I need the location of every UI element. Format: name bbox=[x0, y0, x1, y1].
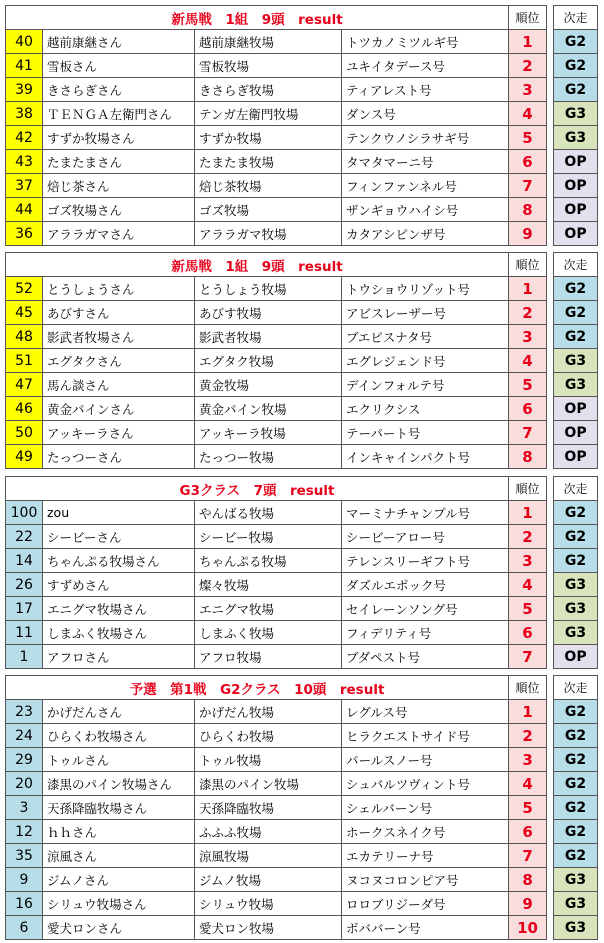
entry-number: 22 bbox=[6, 525, 43, 549]
finish-rank: 4 bbox=[509, 102, 547, 126]
entry-number: 50 bbox=[6, 421, 43, 445]
owner-name: エグタクさん bbox=[43, 349, 195, 373]
entry-number: 3 bbox=[6, 796, 43, 820]
entry-number: 37 bbox=[6, 174, 43, 198]
farm-name: エグタク牧場 bbox=[195, 349, 342, 373]
owner-name: ジムノさん bbox=[43, 868, 195, 892]
entry-number: 29 bbox=[6, 748, 43, 772]
farm-name: たまたま牧場 bbox=[195, 150, 342, 174]
farm-name: シリュウ牧場 bbox=[195, 892, 342, 916]
horse-name: ボババーン号 bbox=[342, 916, 509, 940]
horse-name: カタアシピンザ号 bbox=[342, 222, 509, 246]
horse-name: ティアレスト号 bbox=[342, 78, 509, 102]
owner-name: 涼風さん bbox=[43, 844, 195, 868]
owner-name: ちゃんぷる牧場さん bbox=[43, 549, 195, 573]
entry-number: 16 bbox=[6, 892, 43, 916]
next-race-badge: G2 bbox=[554, 301, 598, 325]
entry-number: 35 bbox=[6, 844, 43, 868]
owner-name: たまたまさん bbox=[43, 150, 195, 174]
entry-number: 24 bbox=[6, 724, 43, 748]
finish-rank: 1 bbox=[509, 700, 547, 724]
table-row bbox=[6, 174, 598, 198]
finish-rank: 7 bbox=[509, 844, 547, 868]
result-table bbox=[5, 5, 598, 246]
table-row bbox=[6, 30, 598, 54]
table-row bbox=[6, 820, 598, 844]
farm-name: 黄金牧場 bbox=[195, 373, 342, 397]
owner-name: ＴＥＮＧＡ左衛門さん bbox=[43, 102, 195, 126]
owner-name: かげだんさん bbox=[43, 700, 195, 724]
next-race-badge: G2 bbox=[554, 724, 598, 748]
table-row bbox=[6, 916, 598, 940]
owner-name: エニグマ牧場さん bbox=[43, 597, 195, 621]
next-race-badge: OP bbox=[554, 445, 598, 469]
farm-name: トゥル牧場 bbox=[195, 748, 342, 772]
finish-rank: 1 bbox=[509, 30, 547, 54]
horse-name: ブエピスナタ号 bbox=[342, 325, 509, 349]
owner-name: あびすさん bbox=[43, 301, 195, 325]
next-race-badge: G3 bbox=[554, 621, 598, 645]
farm-name: アフロ牧場 bbox=[195, 645, 342, 669]
next-race-badge: G2 bbox=[554, 78, 598, 102]
horse-name: テンクウノシラサギ号 bbox=[342, 126, 509, 150]
entry-number: 52 bbox=[6, 277, 43, 301]
owner-name: 天孫降臨牧場さん bbox=[43, 796, 195, 820]
entry-number: 1 bbox=[6, 645, 43, 669]
finish-rank: 7 bbox=[509, 645, 547, 669]
table-row bbox=[6, 325, 598, 349]
farm-name: すずか牧場 bbox=[195, 126, 342, 150]
finish-rank: 10 bbox=[509, 916, 547, 940]
finish-rank: 2 bbox=[509, 301, 547, 325]
finish-rank: 8 bbox=[509, 868, 547, 892]
result-table bbox=[5, 476, 598, 669]
horse-name: タマタマーニ号 bbox=[342, 150, 509, 174]
farm-name: 越前康継牧場 bbox=[195, 30, 342, 54]
table-row bbox=[6, 525, 598, 549]
next-race-badge: G3 bbox=[554, 126, 598, 150]
horse-name: フィデリティ号 bbox=[342, 621, 509, 645]
horse-name: ヌコヌコロンピア号 bbox=[342, 868, 509, 892]
farm-name: 黄金パイン牧場 bbox=[195, 397, 342, 421]
owner-name: zou bbox=[43, 501, 195, 525]
finish-rank: 5 bbox=[509, 597, 547, 621]
finish-rank: 9 bbox=[509, 892, 547, 916]
rank-header: 順位 bbox=[509, 477, 547, 501]
finish-rank: 7 bbox=[509, 174, 547, 198]
horse-name: エクリクシス bbox=[342, 397, 509, 421]
owner-name: アララガマさん bbox=[43, 222, 195, 246]
table-row bbox=[6, 445, 598, 469]
finish-rank: 2 bbox=[509, 54, 547, 78]
next-race-badge: G2 bbox=[554, 277, 598, 301]
table-row bbox=[6, 748, 598, 772]
entry-number: 14 bbox=[6, 549, 43, 573]
next-race-badge: G3 bbox=[554, 573, 598, 597]
horse-name: インキャインパクト号 bbox=[342, 445, 509, 469]
owner-name: しまふく牧場さん bbox=[43, 621, 195, 645]
next-race-badge: G2 bbox=[554, 700, 598, 724]
next-race-badge: OP bbox=[554, 198, 598, 222]
table-row bbox=[6, 397, 598, 421]
entry-number: 40 bbox=[6, 30, 43, 54]
horse-name: マーミナチャンプル号 bbox=[342, 501, 509, 525]
table-row bbox=[6, 198, 598, 222]
horse-name: デインフォルテ号 bbox=[342, 373, 509, 397]
finish-rank: 4 bbox=[509, 349, 547, 373]
next-race-badge: G3 bbox=[554, 102, 598, 126]
entry-number: 26 bbox=[6, 573, 43, 597]
owner-name: とうしょうさん bbox=[43, 277, 195, 301]
farm-name: シービー牧場 bbox=[195, 525, 342, 549]
farm-name: 燦々牧場 bbox=[195, 573, 342, 597]
finish-rank: 7 bbox=[509, 421, 547, 445]
finish-rank: 3 bbox=[509, 549, 547, 573]
owner-name: 焙じ茶さん bbox=[43, 174, 195, 198]
horse-name: レグルス号 bbox=[342, 700, 509, 724]
farm-name: きさらぎ牧場 bbox=[195, 78, 342, 102]
next-race-badge: G2 bbox=[554, 549, 598, 573]
next-race-badge: G2 bbox=[554, 772, 598, 796]
horse-name: トツカノミツルギ号 bbox=[342, 30, 509, 54]
owner-name: きさらぎさん bbox=[43, 78, 195, 102]
horse-name: ロロブリジーダ号 bbox=[342, 892, 509, 916]
farm-name: テンガ左衛門牧場 bbox=[195, 102, 342, 126]
entry-number: 23 bbox=[6, 700, 43, 724]
section-g2 bbox=[5, 675, 597, 940]
owner-name: アッキーラさん bbox=[43, 421, 195, 445]
rank-header: 順位 bbox=[509, 676, 547, 700]
next-race-badge: OP bbox=[554, 222, 598, 246]
entry-number: 47 bbox=[6, 373, 43, 397]
table-row bbox=[6, 349, 598, 373]
result-table bbox=[5, 675, 598, 940]
farm-name: 漆黒のパイン牧場 bbox=[195, 772, 342, 796]
section-title: 新馬戦 1組 9頭 result bbox=[6, 253, 509, 277]
owner-name: ｈｈさん bbox=[43, 820, 195, 844]
finish-rank: 8 bbox=[509, 445, 547, 469]
farm-name: あびす牧場 bbox=[195, 301, 342, 325]
farm-name: とうしょう牧場 bbox=[195, 277, 342, 301]
farm-name: 雪板牧場 bbox=[195, 54, 342, 78]
entry-number: 45 bbox=[6, 301, 43, 325]
section-title: 予選 第1戦 G2クラス 10頭 result bbox=[6, 676, 509, 700]
next-race-badge: G3 bbox=[554, 597, 598, 621]
finish-rank: 5 bbox=[509, 796, 547, 820]
entry-number: 38 bbox=[6, 102, 43, 126]
horse-name: シェルバーン号 bbox=[342, 796, 509, 820]
table-row bbox=[6, 501, 598, 525]
farm-name: たっつー牧場 bbox=[195, 445, 342, 469]
owner-name: すずか牧場さん bbox=[43, 126, 195, 150]
table-row bbox=[6, 222, 598, 246]
finish-rank: 6 bbox=[509, 621, 547, 645]
farm-name: ゴズ牧場 bbox=[195, 198, 342, 222]
next-race-badge: G3 bbox=[554, 916, 598, 940]
section-title: 新馬戦 1組 9頭 result bbox=[6, 6, 509, 30]
next-race-badge: OP bbox=[554, 397, 598, 421]
next-race-badge: G2 bbox=[554, 325, 598, 349]
entry-number: 36 bbox=[6, 222, 43, 246]
next-race-badge: G2 bbox=[554, 501, 598, 525]
next-header: 次走 bbox=[554, 676, 598, 700]
horse-name: フィンファンネル号 bbox=[342, 174, 509, 198]
horse-name: ユキイタデース号 bbox=[342, 54, 509, 78]
finish-rank: 6 bbox=[509, 150, 547, 174]
horse-name: パールスノー号 bbox=[342, 748, 509, 772]
table-row bbox=[6, 150, 598, 174]
table-row bbox=[6, 645, 598, 669]
farm-name: ジムノ牧場 bbox=[195, 868, 342, 892]
owner-name: シービーさん bbox=[43, 525, 195, 549]
next-race-badge: G2 bbox=[554, 525, 598, 549]
finish-rank: 6 bbox=[509, 397, 547, 421]
table-row bbox=[6, 700, 598, 724]
table-row bbox=[6, 126, 598, 150]
farm-name: ひらくわ牧場 bbox=[195, 724, 342, 748]
next-race-badge: G3 bbox=[554, 892, 598, 916]
horse-name: ホークスネイク号 bbox=[342, 820, 509, 844]
table-row bbox=[6, 597, 598, 621]
section-g3 bbox=[5, 476, 597, 669]
owner-name: 越前康継さん bbox=[43, 30, 195, 54]
horse-name: トウショウリゾット号 bbox=[342, 277, 509, 301]
table-row bbox=[6, 724, 598, 748]
owner-name: 愛犬ロンさん bbox=[43, 916, 195, 940]
next-race-badge: OP bbox=[554, 150, 598, 174]
table-row bbox=[6, 892, 598, 916]
horse-name: ダズルエポック号 bbox=[342, 573, 509, 597]
table-row bbox=[6, 78, 598, 102]
rank-header: 順位 bbox=[509, 6, 547, 30]
horse-name: テレンスリーギフト号 bbox=[342, 549, 509, 573]
farm-name: アッキーラ牧場 bbox=[195, 421, 342, 445]
table-row bbox=[6, 54, 598, 78]
next-race-badge: OP bbox=[554, 421, 598, 445]
horse-name: エグレジェンド号 bbox=[342, 349, 509, 373]
farm-name: 愛犬ロン牧場 bbox=[195, 916, 342, 940]
horse-name: セイレーンソング号 bbox=[342, 597, 509, 621]
farm-name: ふふふ牧場 bbox=[195, 820, 342, 844]
next-header: 次走 bbox=[554, 253, 598, 277]
horse-name: ザンギョウハイシ号 bbox=[342, 198, 509, 222]
entry-number: 9 bbox=[6, 868, 43, 892]
owner-name: トゥルさん bbox=[43, 748, 195, 772]
entry-number: 46 bbox=[6, 397, 43, 421]
result-table bbox=[5, 252, 598, 469]
next-race-badge: G3 bbox=[554, 373, 598, 397]
farm-name: 涼風牧場 bbox=[195, 844, 342, 868]
owner-name: 影武者牧場さん bbox=[43, 325, 195, 349]
horse-name: ダンス号 bbox=[342, 102, 509, 126]
entry-number: 20 bbox=[6, 772, 43, 796]
finish-rank: 2 bbox=[509, 724, 547, 748]
next-header: 次走 bbox=[554, 477, 598, 501]
horse-name: ヒラクエストサイド号 bbox=[342, 724, 509, 748]
table-row bbox=[6, 621, 598, 645]
entry-number: 43 bbox=[6, 150, 43, 174]
table-row bbox=[6, 373, 598, 397]
table-row bbox=[6, 796, 598, 820]
horse-name: ブダペスト号 bbox=[342, 645, 509, 669]
horse-name: テーパート号 bbox=[342, 421, 509, 445]
rank-header: 順位 bbox=[509, 253, 547, 277]
owner-name: アフロさん bbox=[43, 645, 195, 669]
horse-name: シービーアロー号 bbox=[342, 525, 509, 549]
farm-name: ちゃんぷる牧場 bbox=[195, 549, 342, 573]
next-race-badge: G2 bbox=[554, 748, 598, 772]
next-race-badge: G2 bbox=[554, 796, 598, 820]
section-shinba-1 bbox=[5, 5, 597, 246]
table-row bbox=[6, 277, 598, 301]
owner-name: 黄金パインさん bbox=[43, 397, 195, 421]
table-row bbox=[6, 844, 598, 868]
next-race-badge: OP bbox=[554, 645, 598, 669]
farm-name: かげだん牧場 bbox=[195, 700, 342, 724]
table-row bbox=[6, 421, 598, 445]
entry-number: 6 bbox=[6, 916, 43, 940]
owner-name: ゴズ牧場さん bbox=[43, 198, 195, 222]
farm-name: しまふく牧場 bbox=[195, 621, 342, 645]
next-race-badge: G2 bbox=[554, 30, 598, 54]
horse-name: シュバルツヴィント号 bbox=[342, 772, 509, 796]
owner-name: ひらくわ牧場さん bbox=[43, 724, 195, 748]
entry-number: 48 bbox=[6, 325, 43, 349]
entry-number: 41 bbox=[6, 54, 43, 78]
owner-name: すずめさん bbox=[43, 573, 195, 597]
entry-number: 39 bbox=[6, 78, 43, 102]
finish-rank: 6 bbox=[509, 820, 547, 844]
next-race-badge: G3 bbox=[554, 349, 598, 373]
next-race-badge: G2 bbox=[554, 820, 598, 844]
entry-number: 49 bbox=[6, 445, 43, 469]
finish-rank: 1 bbox=[509, 277, 547, 301]
horse-name: アビスレーザー号 bbox=[342, 301, 509, 325]
finish-rank: 2 bbox=[509, 525, 547, 549]
farm-name: 天孫降臨牧場 bbox=[195, 796, 342, 820]
owner-name: 雪板さん bbox=[43, 54, 195, 78]
table-row bbox=[6, 549, 598, 573]
owner-name: 漆黒のパイン牧場さん bbox=[43, 772, 195, 796]
farm-name: 影武者牧場 bbox=[195, 325, 342, 349]
entry-number: 44 bbox=[6, 198, 43, 222]
finish-rank: 8 bbox=[509, 198, 547, 222]
farm-name: 焙じ茶牧場 bbox=[195, 174, 342, 198]
farm-name: エニグマ牧場 bbox=[195, 597, 342, 621]
owner-name: シリュウ牧場さん bbox=[43, 892, 195, 916]
next-race-badge: G2 bbox=[554, 844, 598, 868]
entry-number: 12 bbox=[6, 820, 43, 844]
entry-number: 42 bbox=[6, 126, 43, 150]
table-row bbox=[6, 573, 598, 597]
finish-rank: 4 bbox=[509, 772, 547, 796]
next-race-badge: G2 bbox=[554, 54, 598, 78]
table-row bbox=[6, 301, 598, 325]
entry-number: 51 bbox=[6, 349, 43, 373]
entry-number: 100 bbox=[6, 501, 43, 525]
section-shinba-2 bbox=[5, 252, 597, 469]
owner-name: 馬ん談さん bbox=[43, 373, 195, 397]
finish-rank: 5 bbox=[509, 373, 547, 397]
finish-rank: 4 bbox=[509, 573, 547, 597]
finish-rank: 5 bbox=[509, 126, 547, 150]
table-row bbox=[6, 868, 598, 892]
entry-number: 11 bbox=[6, 621, 43, 645]
next-race-badge: OP bbox=[554, 174, 598, 198]
entry-number: 17 bbox=[6, 597, 43, 621]
finish-rank: 1 bbox=[509, 501, 547, 525]
next-header: 次走 bbox=[554, 6, 598, 30]
table-row bbox=[6, 772, 598, 796]
finish-rank: 3 bbox=[509, 78, 547, 102]
owner-name: たっつーさん bbox=[43, 445, 195, 469]
finish-rank: 9 bbox=[509, 222, 547, 246]
farm-name: やんばる牧場 bbox=[195, 501, 342, 525]
horse-name: エカテリーナ号 bbox=[342, 844, 509, 868]
farm-name: アララガマ牧場 bbox=[195, 222, 342, 246]
finish-rank: 3 bbox=[509, 325, 547, 349]
next-race-badge: G3 bbox=[554, 868, 598, 892]
table-row bbox=[6, 102, 598, 126]
section-title: G3クラス 7頭 result bbox=[6, 477, 509, 501]
finish-rank: 3 bbox=[509, 748, 547, 772]
